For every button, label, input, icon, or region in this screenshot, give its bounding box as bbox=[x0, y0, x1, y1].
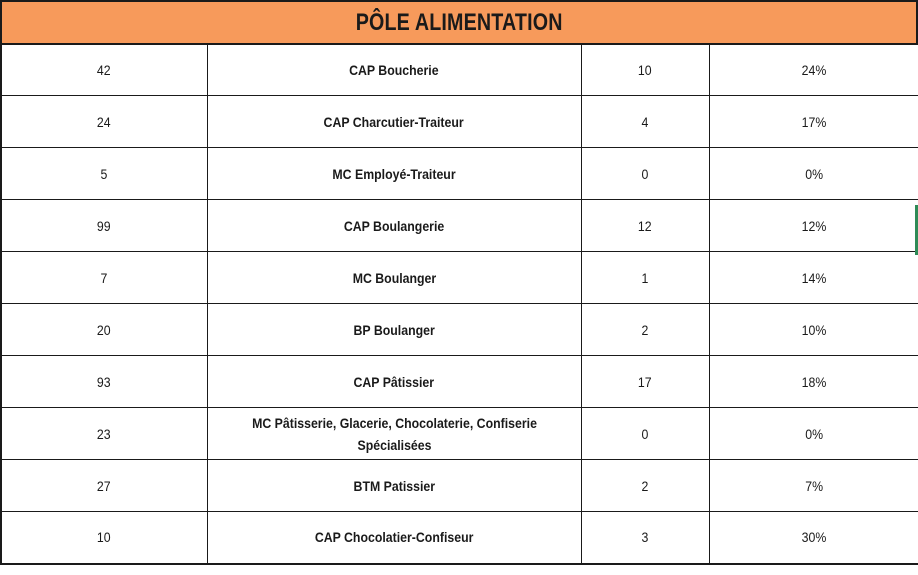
cell-count[interactable]: 5 bbox=[1, 148, 207, 200]
cell-count[interactable]: 20 bbox=[1, 304, 207, 356]
cell-diploma[interactable]: CAP Boulangerie bbox=[207, 200, 581, 252]
cell-count[interactable]: 23 bbox=[1, 408, 207, 460]
cell-value[interactable]: 17 bbox=[581, 356, 709, 408]
table-row bbox=[1, 96, 918, 148]
table-row bbox=[1, 460, 918, 512]
cell-count[interactable]: 10 bbox=[1, 512, 207, 564]
cell-count[interactable]: 24 bbox=[1, 96, 207, 148]
cell-value[interactable]: 1 bbox=[581, 252, 709, 304]
page-title: PÔLE ALIMENTATION bbox=[355, 8, 563, 36]
cell-diploma[interactable]: CAP Pâtissier bbox=[207, 356, 581, 408]
cell-percent[interactable]: 7% bbox=[709, 460, 918, 512]
cell-diploma[interactable]: CAP Chocolatier-Confiseur bbox=[207, 512, 581, 564]
cell-diploma[interactable]: BP Boulanger bbox=[207, 304, 581, 356]
cell-diploma[interactable]: CAP Boucherie bbox=[207, 44, 581, 96]
cell-percent[interactable]: 10% bbox=[709, 304, 918, 356]
cell-value[interactable]: 2 bbox=[581, 304, 709, 356]
data-table bbox=[0, 43, 918, 565]
cell-percent[interactable]: 17% bbox=[709, 96, 918, 148]
cell-count[interactable]: 99 bbox=[1, 200, 207, 252]
cell-diploma[interactable]: CAP Charcutier-Traiteur bbox=[207, 96, 581, 148]
table-header bbox=[0, 0, 918, 45]
cell-value[interactable]: 0 bbox=[581, 408, 709, 460]
cell-value[interactable]: 0 bbox=[581, 148, 709, 200]
cell-value[interactable]: 10 bbox=[581, 44, 709, 96]
cell-value[interactable]: 3 bbox=[581, 512, 709, 564]
table-row bbox=[1, 512, 918, 564]
cell-value[interactable]: 2 bbox=[581, 460, 709, 512]
table-row bbox=[1, 148, 918, 200]
cell-count[interactable]: 7 bbox=[1, 252, 207, 304]
cell-count[interactable]: 93 bbox=[1, 356, 207, 408]
table-row bbox=[1, 304, 918, 356]
cell-diploma[interactable]: BTM Patissier bbox=[207, 460, 581, 512]
cell-percent[interactable]: 0% bbox=[709, 408, 918, 460]
cell-percent[interactable]: 24% bbox=[709, 44, 918, 96]
table-row bbox=[1, 408, 918, 460]
cell-value[interactable]: 12 bbox=[581, 200, 709, 252]
cell-percent[interactable]: 0% bbox=[709, 148, 918, 200]
cell-diploma[interactable]: MC Pâtisserie, Glacerie, Chocolaterie, Confiserie Spécialisées bbox=[207, 408, 581, 460]
cell-count[interactable]: 42 bbox=[1, 44, 207, 96]
cell-percent[interactable]: 14% bbox=[709, 252, 918, 304]
cell-percent[interactable]: 12% bbox=[709, 200, 918, 252]
table-row bbox=[1, 356, 918, 408]
table-row bbox=[1, 44, 918, 96]
cell-diploma[interactable]: MC Boulanger bbox=[207, 252, 581, 304]
cell-value[interactable]: 4 bbox=[581, 96, 709, 148]
cell-percent[interactable]: 18% bbox=[709, 356, 918, 408]
cell-diploma[interactable]: MC Employé-Traiteur bbox=[207, 148, 581, 200]
cell-percent[interactable]: 30% bbox=[709, 512, 918, 564]
table-row bbox=[1, 252, 918, 304]
cell-count[interactable]: 27 bbox=[1, 460, 207, 512]
table-row bbox=[1, 200, 918, 252]
